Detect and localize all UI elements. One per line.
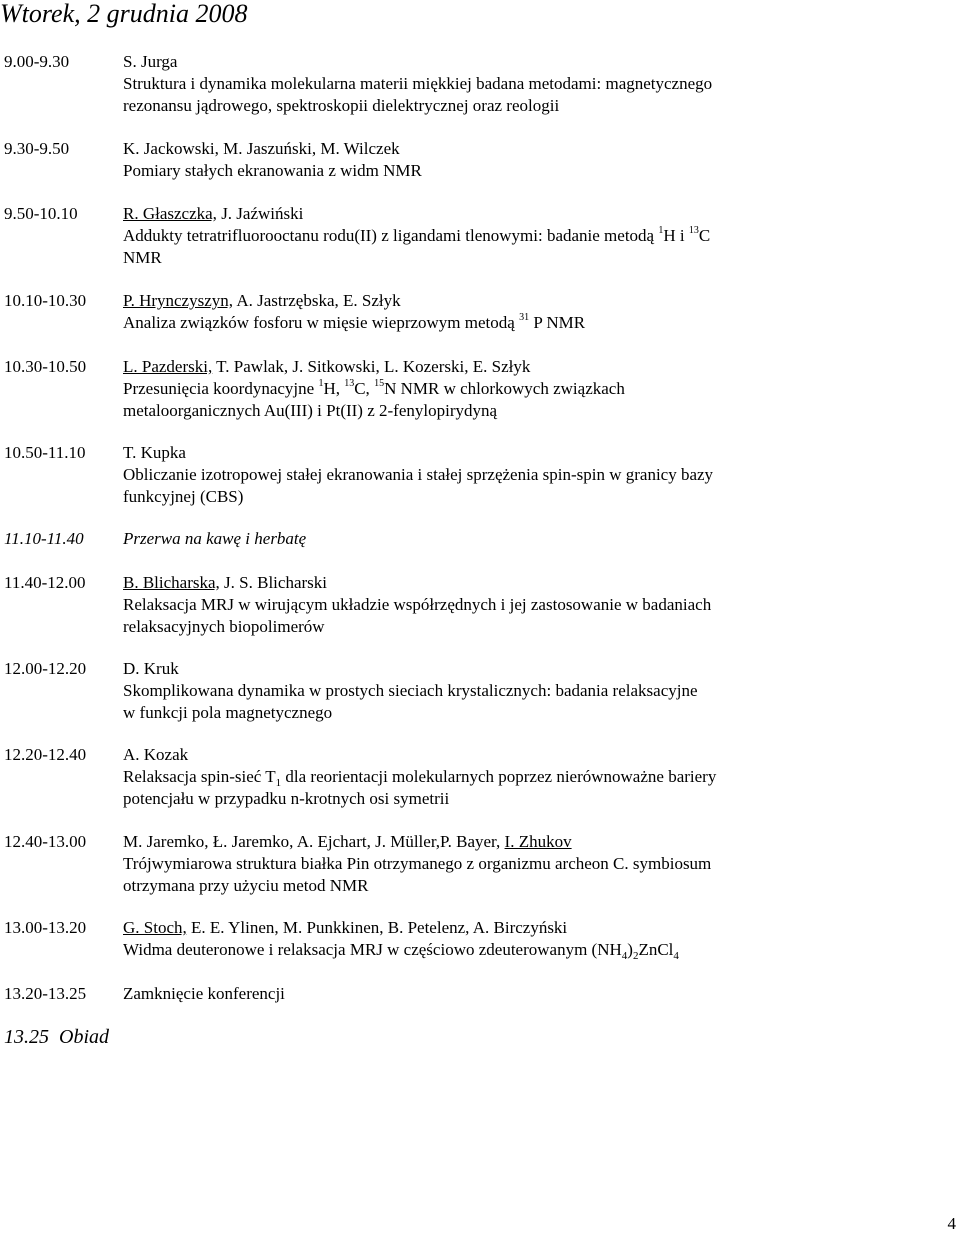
session-title: Relaksacja MRJ w wirującym układzie współrzędnych i jej zastosowanie w badaniach [123, 595, 712, 614]
co-authors: A. Jastrzębska, E. Szłyk [233, 291, 401, 310]
session-time: 13.20-13.25 [4, 984, 87, 1003]
break-label: Przerwa na kawę i herbatę [123, 529, 307, 548]
title-text: C, [354, 379, 375, 398]
title-text: Relaksacja spin-sieć T [123, 767, 276, 786]
session-title: rezonansu jądrowego, spektroskopii dielektrycznej oraz reologii [123, 96, 560, 115]
subscript: 2 [632, 950, 639, 962]
presenting-author: L. Pazderski, [123, 357, 213, 376]
superscript: 1 [318, 378, 324, 389]
session-time: 12.40-13.00 [4, 832, 87, 851]
session-authors [123, 917, 783, 939]
session-title: metaloorganicznych Au(III) i Pt(II) z 2-fenylopirydyną [123, 401, 498, 420]
session-title: NMR [123, 248, 162, 267]
session-title: Obliczanie izotropowej stałej ekranowania i stałej sprzężenia spin-spin w granicy bazy [123, 465, 714, 484]
page-number: 4 [947, 1214, 956, 1233]
session-time: 9.00-9.30 [4, 52, 70, 71]
session-authors [123, 290, 783, 312]
presenting-author: G. Stoch, [123, 918, 187, 937]
subscript: 1 [275, 777, 282, 789]
session-authors [123, 203, 783, 225]
co-authors: M. Jaremko, Ł. Jaremko, A. Ejchart, J. Müller,P. Bayer, [123, 832, 505, 851]
lunch-label: 13.25 Obiad [4, 1026, 109, 1048]
subscript: 4 [673, 950, 679, 962]
session-time: 11.10-11.40 [4, 529, 84, 548]
superscript: 13 [688, 225, 699, 236]
title-text: H, [323, 379, 345, 398]
session-time: 10.50-11.10 [4, 443, 86, 462]
session-time: 9.30-9.50 [4, 139, 70, 158]
title-text: H i [663, 226, 689, 245]
session-authors: A. Kozak [123, 745, 189, 764]
page-title: Wtorek, 2 grudnia 2008 [0, 0, 248, 28]
title-text: Analiza związków fosforu w mięsie wieprzowym metodą [123, 313, 520, 332]
session-title: funkcyjnej (CBS) [123, 487, 244, 506]
presenting-author: I. Zhukov [504, 832, 572, 851]
session-time: 12.00-12.20 [4, 659, 87, 678]
session-authors [123, 572, 783, 594]
co-authors: J. Jaźwiński [216, 204, 304, 223]
session-title: Trójwymiarowa struktura białka Pin otrzymanego z organizmu archeon C. symbiosum [123, 854, 712, 873]
session-title: Struktura i dynamika molekularna materii miękkiej badana metodami: magnetycznego [123, 74, 713, 93]
superscript: 13 [344, 378, 355, 389]
session-title: Pomiary stałych ekranowania z widm NMR [123, 161, 422, 180]
presenting-author: B. Blicharska, [123, 573, 220, 592]
session-time: 9.50-10.10 [4, 204, 78, 223]
co-authors: J. S. Blicharski [219, 573, 327, 592]
title-text: P NMR [529, 313, 586, 332]
session-time: 12.20-12.40 [4, 745, 87, 764]
session-title [123, 225, 783, 247]
subscript: 4 [621, 950, 628, 962]
session-time: 13.00-13.20 [4, 918, 87, 937]
session-title [123, 939, 783, 961]
session-title: Skomplikowana dynamika w prostych sieciach krystalicznych: badania relaksacyjne [123, 681, 698, 700]
presenting-author: R. Głaszczka, [123, 204, 217, 223]
session-authors: D. Kruk [123, 659, 179, 678]
session-title: otrzymana przy użyciu metod NMR [123, 876, 369, 895]
title-text: Przesunięcia koordynacyjne [123, 379, 319, 398]
session-title [123, 312, 783, 334]
title-text: C [698, 226, 711, 245]
session-authors [123, 356, 783, 378]
title-text: ZnCl [638, 940, 674, 959]
superscript: 15 [374, 378, 385, 389]
superscript: 1 [658, 225, 664, 236]
session-authors: S. Jurga [123, 52, 178, 71]
presenting-author: P. Hrynczyszyn, [123, 291, 234, 310]
session-title: potencjału w przypadku n-krotnych osi symetrii [123, 789, 450, 808]
session-authors: T. Kupka [123, 443, 186, 462]
session-title [123, 766, 783, 788]
co-authors: E. E. Ylinen, M. Punkkinen, B. Petelenz, A. Birczyński [186, 918, 568, 937]
closing-label: Zamknięcie konferencji [123, 984, 285, 1003]
session-title [123, 378, 783, 400]
session-time: 11.40-12.00 [4, 573, 86, 592]
session-authors: K. Jackowski, M. Jaszuński, M. Wilczek [123, 139, 400, 158]
title-text: N NMR w chlorkowych związkach [384, 379, 625, 398]
title-text: ) [627, 940, 633, 959]
title-text: Widma deuteronowe i relaksacja MRJ w częściowo zdeuterowanym (NH [123, 940, 622, 959]
title-text: Addukty tetratrifluorooctanu rodu(II) z ligandami tlenowymi: badanie metodą [123, 226, 659, 245]
session-time: 10.10-10.30 [4, 291, 87, 310]
session-title: relaksacyjnych biopolimerów [123, 617, 325, 636]
superscript: 31 [519, 312, 530, 323]
co-authors: T. Pawlak, J. Sitkowski, L. Kozerski, E. Szłyk [212, 357, 531, 376]
session-authors [123, 831, 783, 853]
session-title: w funkcji pola magnetycznego [123, 703, 333, 722]
title-text: dla reorientacji molekularnych poprzez nierównoważne bariery [281, 767, 717, 786]
session-time: 10.30-10.50 [4, 357, 87, 376]
